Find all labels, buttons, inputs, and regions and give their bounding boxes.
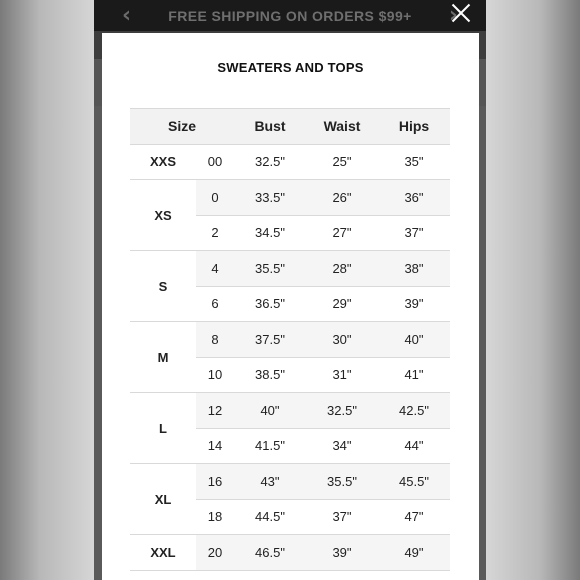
bust-cell: 43" (234, 464, 306, 500)
size-group-label: XXL (130, 535, 196, 571)
close-icon[interactable] (450, 2, 472, 24)
waist-cell: 28" (306, 251, 378, 287)
waist-cell: 34" (306, 428, 378, 464)
bust-cell: 33.5" (234, 180, 306, 216)
bust-cell: 38.5" (234, 357, 306, 393)
bust-cell: 36.5" (234, 286, 306, 322)
size-number: 4 (196, 251, 234, 287)
hips-cell: 38" (378, 251, 450, 287)
modal-title: SWEATERS AND TOPS (217, 60, 364, 75)
hips-cell: 47" (378, 499, 450, 535)
waist-cell: 37" (306, 499, 378, 535)
header-hips: Hips (378, 109, 450, 145)
header-waist: Waist (306, 109, 378, 145)
hips-cell: 44" (378, 428, 450, 464)
waist-cell: 39" (306, 535, 378, 571)
size-chart-table (130, 108, 450, 571)
size-chart-modal (102, 33, 479, 580)
bust-cell: 44.5" (234, 499, 306, 535)
chevron-left-icon[interactable]: ‹ (122, 3, 132, 28)
phone-screen (94, 0, 486, 580)
size-group-label: XL (130, 464, 196, 535)
size-number: 2 (196, 215, 234, 251)
promo-banner (94, 0, 486, 31)
size-number: 18 (196, 499, 234, 535)
waist-cell: 25" (306, 144, 378, 180)
promo-text: FREE SHIPPING ON ORDERS $99+ (168, 7, 412, 24)
hips-cell: 36" (378, 180, 450, 216)
bust-cell: 32.5" (234, 144, 306, 180)
bust-cell: 35.5" (234, 251, 306, 287)
table-row (130, 251, 450, 287)
bust-cell: 37.5" (234, 322, 306, 358)
chevron-right-icon[interactable]: › (448, 3, 458, 28)
hips-cell: 39" (378, 286, 450, 322)
bust-cell: 46.5" (234, 535, 306, 571)
header-size: Size (130, 109, 234, 145)
size-group-label: L (130, 393, 196, 464)
hips-cell: 49" (378, 535, 450, 571)
hips-cell: 45.5" (378, 464, 450, 500)
table-row (130, 535, 450, 571)
header-bust: Bust (234, 109, 306, 145)
hips-cell: 37" (378, 215, 450, 251)
hips-cell: 40" (378, 322, 450, 358)
waist-cell: 32.5" (306, 393, 378, 429)
table-row (130, 393, 450, 429)
size-group-label: XS (130, 180, 196, 251)
table-body (130, 144, 450, 570)
waist-cell: 30" (306, 322, 378, 358)
waist-cell: 27" (306, 215, 378, 251)
table-row (130, 464, 450, 500)
bust-cell: 41.5" (234, 428, 306, 464)
table-row (130, 144, 450, 180)
size-group-label: XXS (130, 144, 196, 180)
size-number: 20 (196, 535, 234, 571)
size-number: 6 (196, 286, 234, 322)
size-number: 0 (196, 180, 234, 216)
size-number: 14 (196, 428, 234, 464)
waist-cell: 29" (306, 286, 378, 322)
table-row (130, 180, 450, 216)
size-group-label: M (130, 322, 196, 393)
waist-cell: 31" (306, 357, 378, 393)
size-number: 16 (196, 464, 234, 500)
size-number: 10 (196, 357, 234, 393)
hips-cell: 41" (378, 357, 450, 393)
size-number: 12 (196, 393, 234, 429)
table-row (130, 322, 450, 358)
hips-cell: 35" (378, 144, 450, 180)
size-number: 00 (196, 144, 234, 180)
size-group-label: S (130, 251, 196, 322)
bust-cell: 40" (234, 393, 306, 429)
bust-cell: 34.5" (234, 215, 306, 251)
table-header-row (130, 109, 450, 145)
waist-cell: 26" (306, 180, 378, 216)
waist-cell: 35.5" (306, 464, 378, 500)
size-number: 8 (196, 322, 234, 358)
hips-cell: 42.5" (378, 393, 450, 429)
